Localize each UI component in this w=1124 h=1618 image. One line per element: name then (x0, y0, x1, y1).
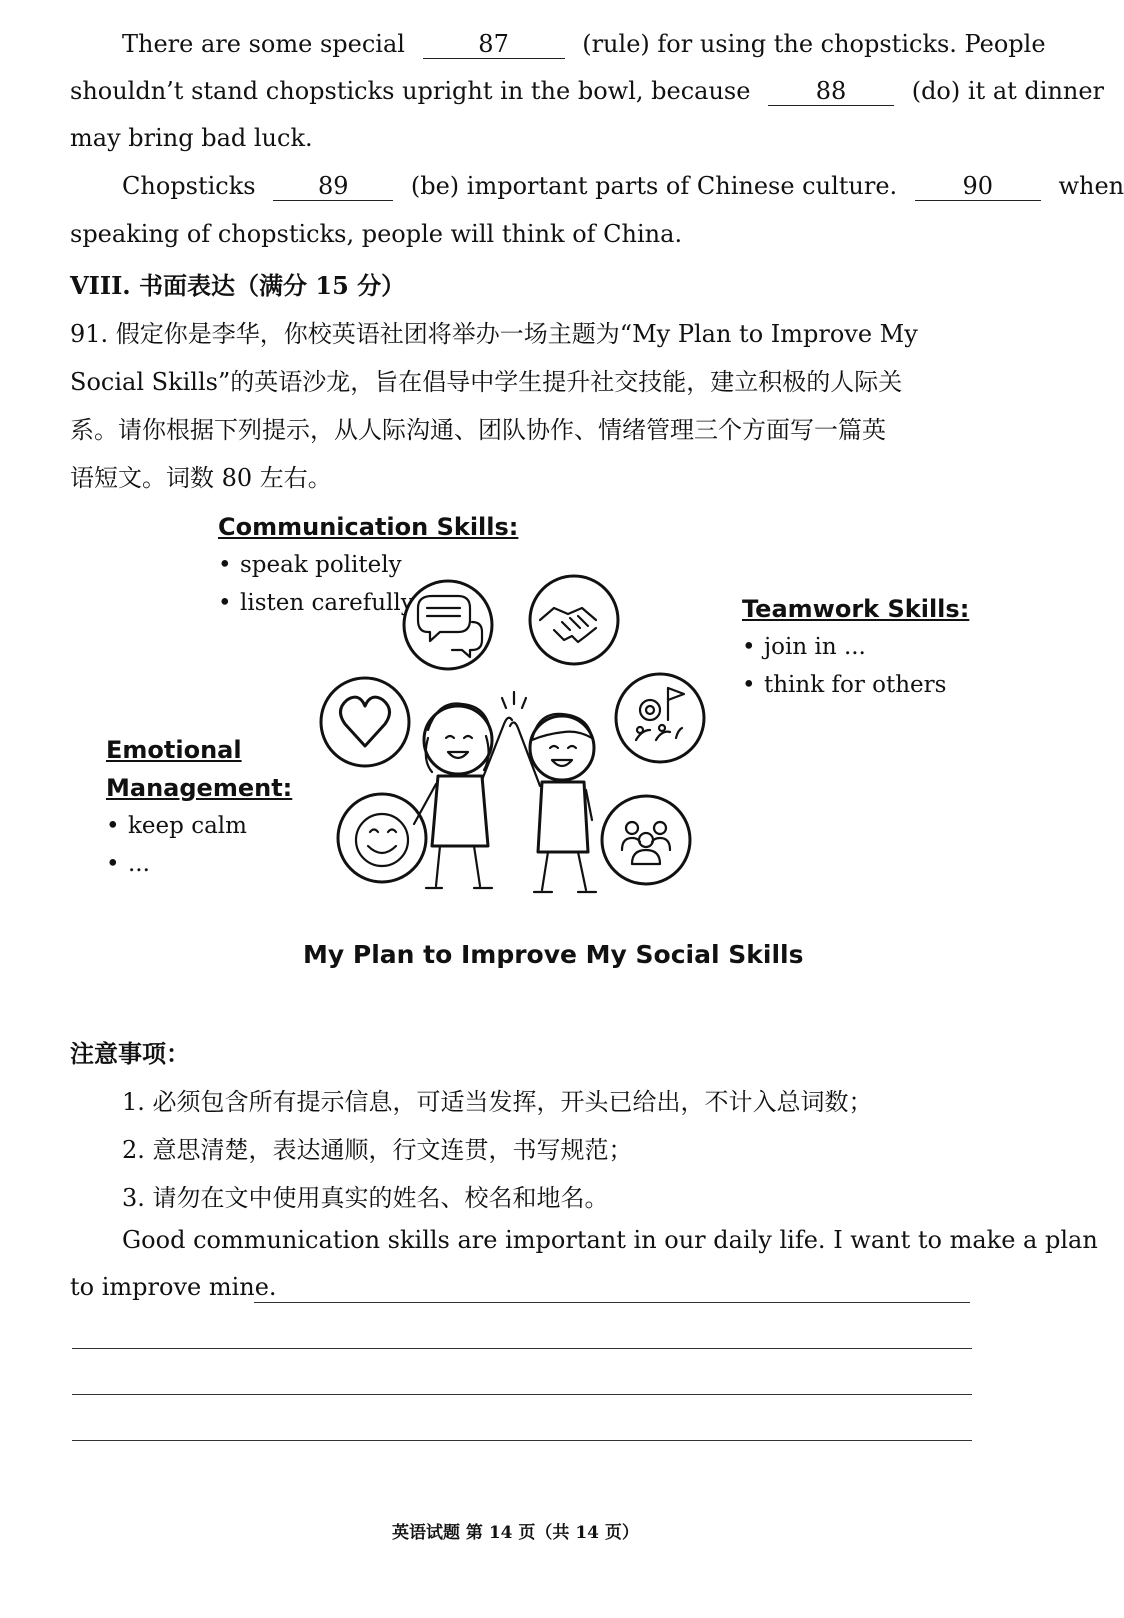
cloze-text: when (1058, 172, 1124, 200)
blank-87: 87 (423, 30, 565, 59)
question-line-1: 91. 假定你是李华，你校英语社团将举办一场主题为“My Plan to Improve My (70, 320, 918, 348)
cloze-text: shouldn’t stand chopsticks upright in the bowl, because (70, 77, 751, 105)
cloze-text: speaking of chopsticks, people will think of China. (70, 220, 683, 248)
writing-line[interactable] (254, 1302, 970, 1303)
teamwork-item: • join in ... (742, 634, 866, 660)
emotional-item: • keep calm (106, 813, 247, 839)
poster-title: My Plan to Improve My Social Skills (303, 940, 804, 969)
cloze-line-5 (70, 220, 682, 248)
communication-heading: Communication Skills: (218, 513, 519, 541)
cloze-text: There are some special (122, 30, 405, 58)
cloze-text: (rule) for using the chopsticks. People (582, 30, 1046, 58)
question-line-3: 系。请你根据下列提示，从人际沟通、团队协作、情绪管理三个方面写一篇英 (70, 416, 886, 444)
boy-figure (510, 714, 596, 892)
emotional-heading-line1: Emotional (106, 736, 242, 764)
question-line-4: 语短文。词数 80 左右。 (70, 464, 332, 492)
cloze-line-3 (70, 124, 313, 152)
teamwork-heading: Teamwork Skills: (742, 595, 970, 623)
teamwork-item: • think for others (742, 672, 947, 698)
note-item: 2. 意思清楚，表达通顺，行文连贯，书写规范； (122, 1136, 633, 1164)
emotional-heading-line2: Management: (106, 774, 293, 802)
emotional-item: • ... (106, 851, 150, 877)
teamwork-gears-icon (616, 674, 704, 762)
communication-item: • listen carefully (218, 590, 414, 616)
girl-figure (414, 704, 512, 888)
social-skills-illustration (310, 570, 730, 930)
cloze-text: (do) it at dinner (911, 77, 1105, 105)
blank-89: 89 (273, 172, 393, 201)
blank-90: 90 (915, 172, 1041, 201)
cloze-text: Chopsticks (122, 172, 256, 200)
smiley-face-icon (338, 794, 426, 882)
cloze-text: (be) important parts of Chinese culture. (410, 172, 898, 200)
cloze-line-4 (122, 172, 1124, 201)
writing-line[interactable] (72, 1394, 972, 1395)
section-title: VIII. 书面表达（满分 15 分） (70, 271, 406, 300)
cloze-line-2 (70, 77, 1104, 106)
blank-88: 88 (768, 77, 894, 106)
sparkle-lines (502, 692, 526, 708)
essay-opening-line-1: Good communication skills are important in our daily life. I want to make a plan (122, 1226, 1098, 1254)
essay-opening-line-2: to improve mine. (70, 1273, 277, 1301)
note-item: 1. 必须包含所有提示信息，可适当发挥，开头已给出，不计入总词数； (122, 1088, 873, 1116)
heart-icon (321, 678, 409, 766)
group-people-icon (602, 796, 690, 884)
cloze-text: may bring bad luck. (70, 124, 313, 152)
writing-line[interactable] (72, 1348, 972, 1349)
communication-item: • speak politely (218, 552, 402, 578)
chat-bubbles-icon (404, 581, 492, 669)
handshake-icon (530, 576, 618, 664)
cloze-line-1 (122, 30, 1046, 59)
notes-title: 注意事项： (70, 1039, 190, 1068)
note-item: 3. 请勿在文中使用真实的姓名、校名和地名。 (122, 1184, 609, 1212)
question-line-2: Social Skills”的英语沙龙，旨在倡导中学生提升社交技能，建立积极的人际关 (70, 368, 903, 396)
writing-line[interactable] (72, 1440, 972, 1441)
page-footer: 英语试题 第 14 页（共 14 页） (392, 1523, 639, 1543)
